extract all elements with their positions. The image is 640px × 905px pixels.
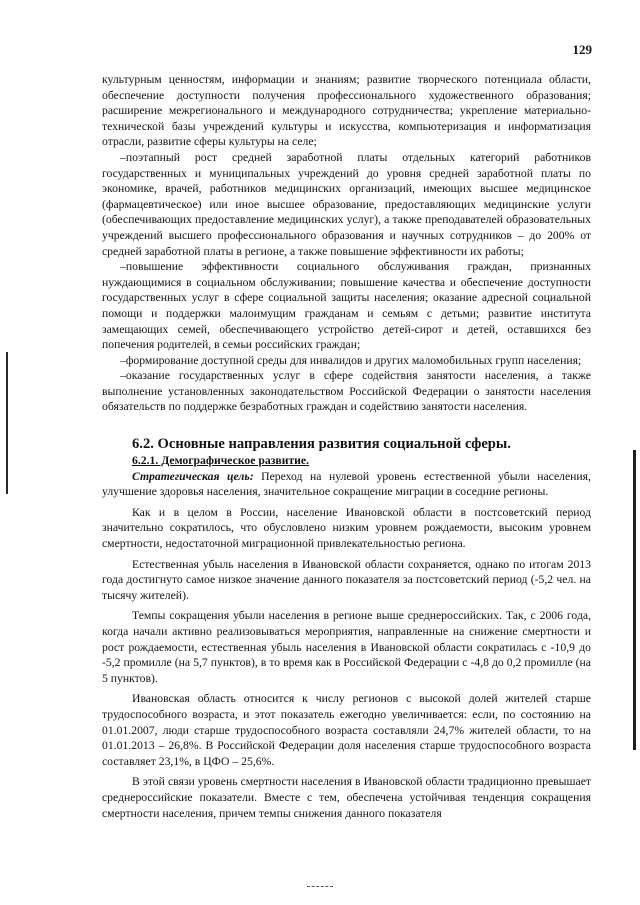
paragraph-elderly-share: Ивановская область относится к числу регионов с высокой долей жителей старше трудоспособного возраста, и этот показатель ежегодно увеличивается: если, по состоянию на 01.01.2007, люди старше трудоспособного возраста составляли 24,7% жителей области, то на 01.01.2013 – 26,8%. В Российской Федерации доля населения старше трудоспособного возраста составляет 23,1%, в ЦФО – 25,6%. <box>102 692 591 768</box>
paragraph-culture: культурным ценностям, информации и знаниям; развитие творческого потенциала области, обеспечение доступности получения профессионального художественного образования; расширение межрегионального и международного сотрудничества; укрепление материально-технической базы учреждений культуры и искусства, компьютеризация и информатизация отрасли, развитие сферы культуры на селе; <box>102 73 591 149</box>
paragraph-salary: –поэтапный рост средней заработной платы отдельных категорий работников государственных и муниципальных учреждений до уровня средней заработной платы по экономике, врачей, работников медицинских организаций, имеющих высшее медицинское (фармацевтическое) или иное высшее образование, предоставляющих медицинские услуги (обеспечивающих предоставление медицинских услуг), а также преподавателей образовательных учреждений высшего профессионального образования и научных сотрудников – до 200% от средней заработной платы в регионе, а также повышение эффективности их работы; <box>102 150 591 258</box>
goal-text: Переход на нулевой уровень естественной убыли населения, улучшение здоровья населения, значительное сокращение миграции в соседние регионы. <box>102 469 591 499</box>
paragraph-social-service: –повышение эффективности социального обслуживания граждан, признанных нуждающимися в социальном обслуживании; повышение качества и обеспечение доступности государственных услуг в сфере социальной защиты населения; оказание адресной социальной помощи и поддержки малоимущим гражданам и семьям с детьми; развитие института замещающих семей, обеспечивающего устройство детей-сирот и детей, оставшихся без попечения родителей, в семьи российских граждан; <box>102 260 591 352</box>
scan-margin-mark-right <box>633 450 636 750</box>
scan-margin-mark-left <box>6 352 8 494</box>
paragraph-employment: –оказание государственных услуг в сфере содействия занятости населения, а также выполнение установленных законодательством Российской Федерации о занятости населения обязательств по поддержке безработных граждан и содействию занятости населения. <box>102 369 591 414</box>
subsection-heading: 6.2.1. Демографическое развитие. <box>132 454 310 468</box>
page-number: 129 <box>572 42 592 57</box>
section-heading: 6.2. Основные направления развития социальной сферы. <box>132 436 511 453</box>
strategic-goal <box>102 469 591 500</box>
paragraph-natural-decrease: Естественная убыль населения в Ивановской области сохраняется, однако по итогам 2013 года достигнуто самое низкое значение данного показателя за постсоветский период (-5,2 чел. на тысячу жителей). <box>102 557 591 602</box>
paragraph-decline-rates: Темпы сокращения убыли населения в регионе выше среднероссийских. Так, с 2006 года, когда начали активно реализовываться мероприятия, направленные на снижение смертности и рост рождаемости, естественная убыль населения в Ивановской области сократилась с -10,9 до -5,2 промилле (на 5,7 пунктов), в то время как в Российской Федерации с -4,8 до 0,2 промилле (на 5 пунктов). <box>102 609 591 685</box>
paragraph-accessible-environment: –формирование доступной среды для инвалидов и других маломобильных групп населения; <box>120 353 582 367</box>
goal-label: Стратегическая цель: <box>132 469 254 483</box>
scan-footer-dash <box>307 886 333 888</box>
paragraph-population-decline: Как и в целом в России, население Ивановской области в постсоветский период значительно сократилось, что обусловлено низким уровнем рождаемости, высоким уровнем смертности, недостаточной миграционной привлекательностью региона. <box>102 505 591 551</box>
paragraph-mortality: В этой связи уровень смертности населения в Ивановской области традиционно превышает среднероссийские показатели. Вместе с тем, обеспечена устойчивая тенденция сокращения смертности населения, причем темпы снижения данного показателя <box>102 775 591 820</box>
document-body <box>102 72 591 821</box>
